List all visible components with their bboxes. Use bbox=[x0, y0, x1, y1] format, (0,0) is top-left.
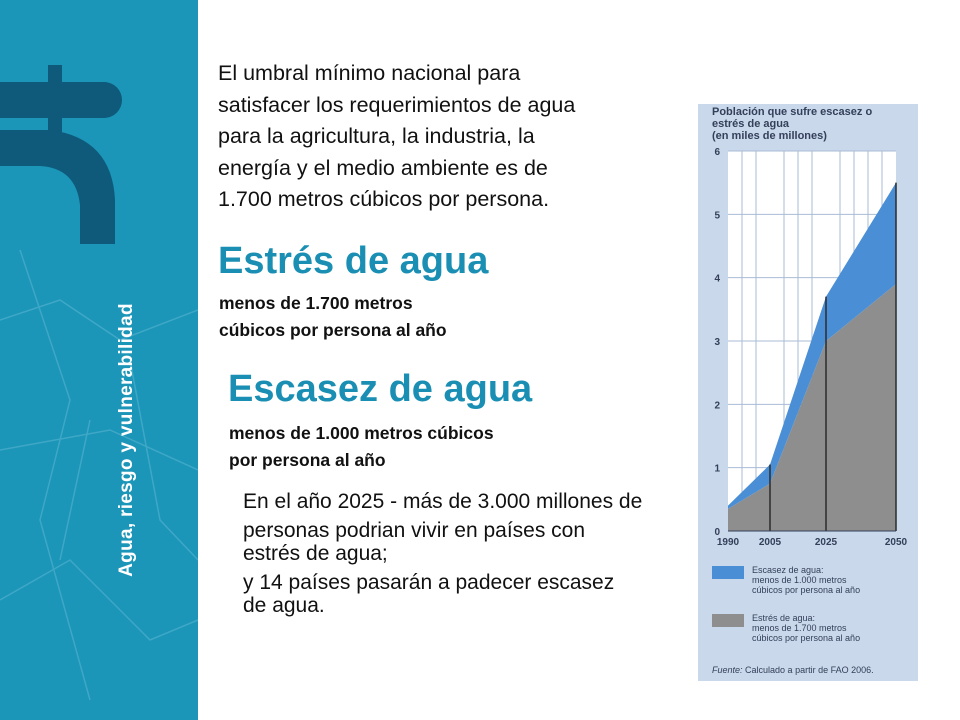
projection-paragraph: personas podrian vivir en países con estrés de agua; bbox=[243, 519, 586, 565]
definition-line: por persona al año bbox=[229, 450, 386, 470]
legend-label: menos de 1.700 metros bbox=[752, 623, 847, 633]
chart-title-line: Población que sufre escasez o bbox=[712, 106, 873, 118]
legend-swatch bbox=[712, 614, 744, 627]
definition-line: menos de 1.000 metros cúbicos bbox=[229, 423, 494, 443]
y-tick-label: 6 bbox=[714, 147, 720, 158]
y-tick-label: 0 bbox=[714, 527, 720, 538]
legend-swatch bbox=[712, 566, 744, 579]
x-tick-label: 1990 bbox=[716, 537, 740, 548]
y-tick-label: 1 bbox=[714, 463, 720, 475]
y-tick-label: 3 bbox=[714, 337, 720, 348]
intro-line: para la agricultura, la industria, la bbox=[218, 124, 535, 148]
projection-text bbox=[243, 490, 643, 623]
water-stress-heading: Estrés de agua bbox=[218, 240, 489, 282]
legend-label: cúbicos por persona al año bbox=[752, 633, 861, 643]
projection-paragraph: En el año 2025 - más de 3.000 millones de bbox=[243, 490, 643, 513]
population-chart bbox=[698, 104, 918, 681]
y-tick-label: 5 bbox=[714, 210, 720, 222]
x-tick-label: 2050 bbox=[884, 537, 908, 548]
population-chart-svg bbox=[698, 104, 918, 681]
y-tick-label: 2 bbox=[714, 400, 720, 412]
legend-label: cúbicos por persona al año bbox=[752, 585, 861, 595]
chart-title-line: estrés de agua bbox=[712, 118, 790, 130]
chart-source bbox=[712, 665, 874, 675]
intro-line: 1.700 metros cúbicos por persona. bbox=[218, 187, 550, 211]
x-tick-label: 2005 bbox=[758, 537, 782, 548]
source-label: Fuente: bbox=[712, 665, 746, 675]
water-scarcity-heading: Escasez de agua bbox=[228, 368, 533, 410]
water-stress-definition bbox=[219, 290, 549, 344]
x-tick-label: 2025 bbox=[814, 537, 838, 548]
water-scarcity-definition bbox=[229, 420, 609, 474]
chart-title-line: (en miles de millones) bbox=[712, 130, 827, 142]
legend-label: Escasez de agua: bbox=[752, 565, 824, 575]
legend-label: Estrés de agua: bbox=[752, 613, 816, 623]
definition-line: cúbicos por persona al año bbox=[219, 320, 447, 340]
intro-line: energía y el medio ambiente es de bbox=[218, 155, 548, 180]
source-text: Calculado a partir de FAO 2006. bbox=[745, 665, 874, 675]
intro-paragraph bbox=[218, 58, 678, 216]
legend-label: menos de 1.000 metros bbox=[752, 575, 847, 585]
sidebar bbox=[0, 0, 198, 720]
vertical-section-title: Agua, riesgo y vulnerabilidad bbox=[116, 303, 137, 577]
intro-line: El umbral mínimo nacional para bbox=[218, 61, 521, 85]
faucet-decoration-icon bbox=[0, 0, 198, 720]
y-tick-label: 4 bbox=[714, 273, 720, 285]
projection-paragraph: y 14 países pasarán a padecer escasez de agua. bbox=[243, 571, 615, 617]
intro-line: satisfacer los requerimientos de agua bbox=[218, 92, 576, 117]
definition-line: menos de 1.700 metros bbox=[219, 293, 413, 313]
